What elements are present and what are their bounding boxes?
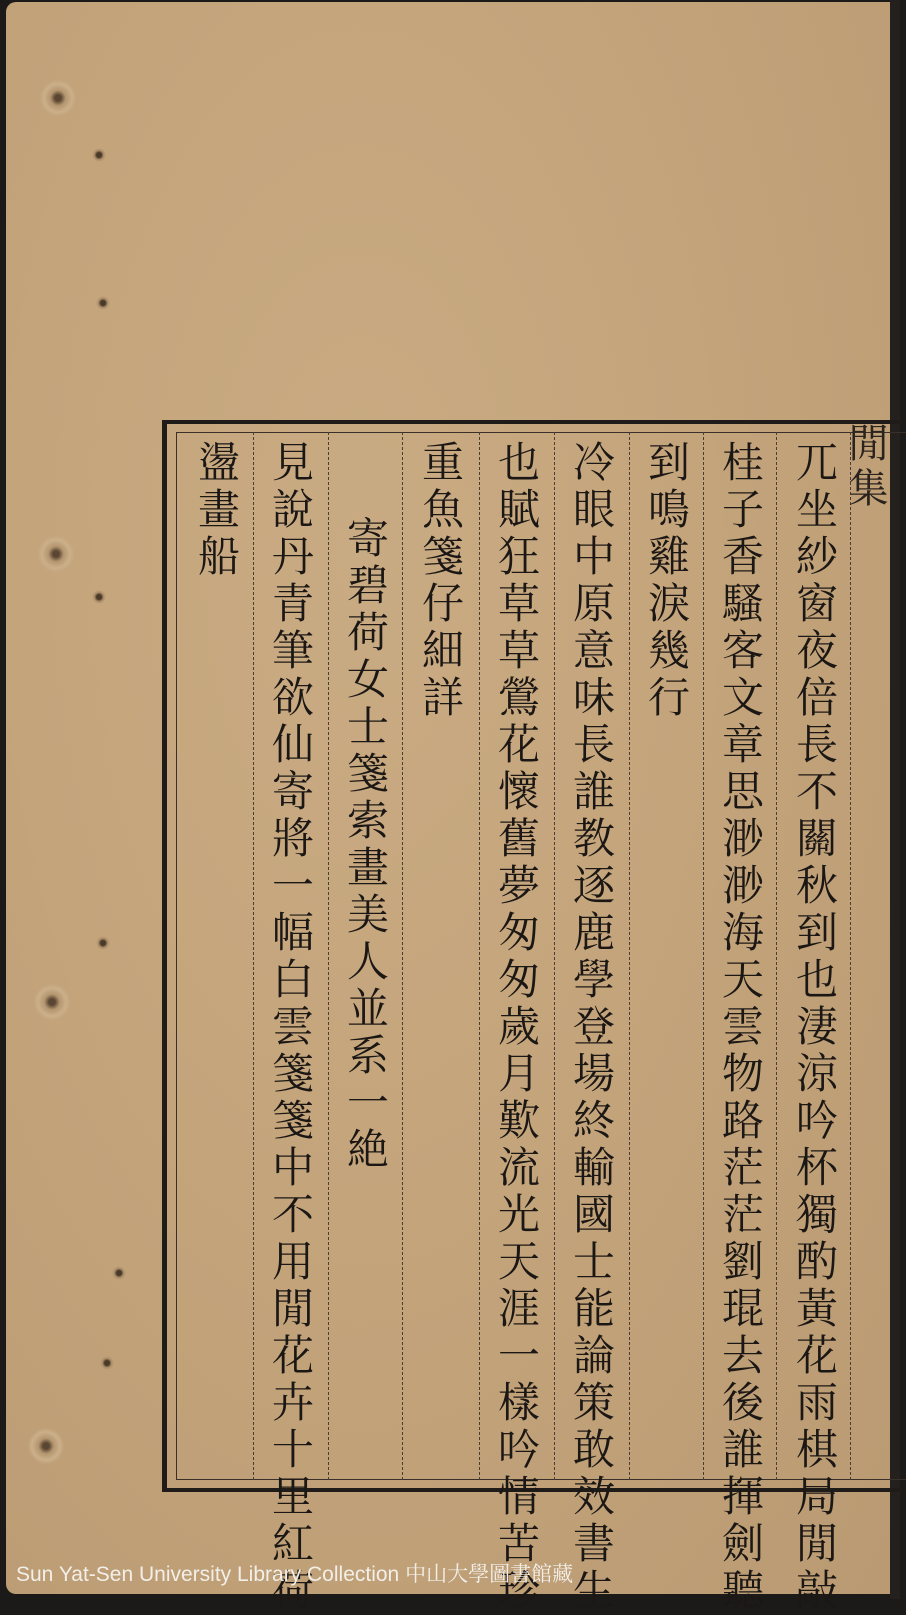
stitch-hole [92,148,106,162]
column-rule [479,432,480,1480]
column-rule [402,432,403,1480]
column-rule [629,432,630,1480]
text-column-9: 盪畫船 [192,440,241,581]
column-rule [554,432,555,1480]
column-rule [253,432,254,1480]
text-column-6: 重魚箋仔細詳 [416,440,465,722]
column-rule [850,432,851,1480]
text-column-2: 桂子香騷客文章思渺渺海天雲物路茫茫劉琨去後誰揮劍聽 [716,440,765,1615]
fold-margin-fragment [842,422,888,542]
fold-label: 閒集 [842,422,888,512]
text-column-5: 也賦狂草草鶯花懷舊夢匆匆歲月歎流光天涯一樣吟情苦珍 [492,440,541,1615]
column-rule [703,432,704,1480]
stitch-hole [96,936,110,950]
stitch-hole [28,1428,64,1464]
poem-title-column: 寄碧荷女士箋索畫美人並系一絶 [341,516,390,1174]
column-rule [776,432,777,1480]
column-rule [328,432,329,1480]
text-column-4: 冷眼中原意味長誰教逐鹿學登場終輸國士能論策敢效書生 [567,440,616,1615]
stitch-hole [100,1356,114,1370]
stitch-hole [40,80,76,116]
stitch-hole [112,1266,126,1280]
stitch-hole [34,984,70,1020]
stitch-hole [96,296,110,310]
stitch-hole [92,590,106,604]
stitch-hole [38,536,74,572]
text-column-8: 見說丹青筆欲仙寄將一幅白雲箋箋中不用閒花卉十里紅荷 [266,440,315,1615]
collection-caption: Sun Yat-Sen University Library Collection 中山大學圖書館藏 [16,1563,574,1586]
text-column-1: 兀坐紗窗夜倍長不關秋到也淒涼吟杯獨酌黃花雨棋局閒敲 [790,440,839,1615]
text-column-3: 到鳴雞淚幾行 [642,440,691,722]
